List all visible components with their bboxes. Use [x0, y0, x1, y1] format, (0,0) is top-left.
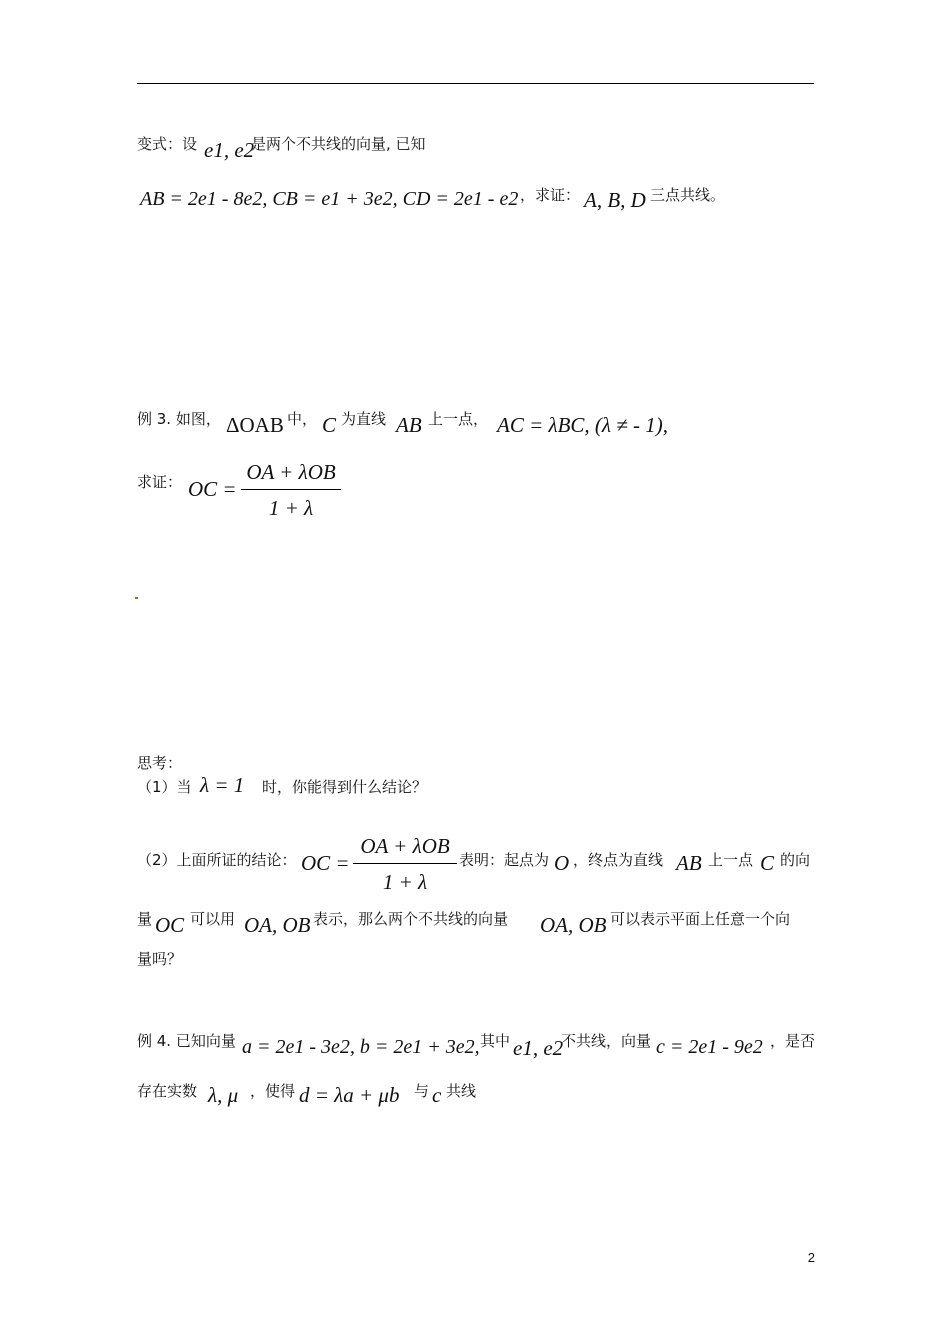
example3-zhong: 中， — [287, 410, 318, 428]
example4-c-formula: c = 2e1 - 9e2 — [656, 1036, 763, 1058]
think-q2-l2-c: 表示，那么两个不共线的向量 — [313, 910, 509, 928]
variant-prove-label: ，求证： — [520, 186, 581, 204]
think-q2-c: C — [760, 851, 775, 875]
example3-lhs: OC = — [188, 477, 237, 501]
example3-numerator: OA + λOB — [241, 460, 341, 490]
example3-triangle: ΔOAB — [226, 413, 284, 437]
stray-mark — [135, 597, 138, 599]
think-q2-oc: OC — [155, 913, 185, 937]
think-q2-denominator: 1 + λ — [382, 870, 428, 894]
example4-c: c — [432, 1083, 442, 1107]
think-q2-l2-b: 可以用 — [190, 910, 236, 928]
example4-l2-a: 存在实数 — [137, 1082, 198, 1100]
example4-formula: a = 2e1 - 3e2, b = 2e1 + 3e2, — [242, 1036, 480, 1058]
variant-label: 变式：设 — [137, 135, 198, 153]
think-q2-lhs: OC = — [301, 851, 350, 875]
variant-e-pair: e1, e2 — [204, 138, 255, 162]
example4-l2-b: ，使得 — [250, 1082, 296, 1100]
example4-text1: 不共线，向量 — [561, 1032, 652, 1050]
think-q1-math — [200, 773, 244, 798]
example3-ab: AB — [396, 413, 422, 437]
example3-fraction — [241, 460, 341, 521]
think-q2-mid2: ，终点为直线 — [573, 851, 664, 869]
think-q2-o: O — [554, 851, 570, 875]
example3-prove: 求证： — [137, 473, 183, 491]
variant-text: 是两个不共线的向量, 已知 — [251, 135, 426, 153]
think-q2-ab: AB — [676, 851, 702, 875]
think-q2-l3: 量吗？ — [137, 950, 183, 968]
think-q2-mid: 表明：起点为 — [459, 851, 550, 869]
think-q2-end: 的向 — [780, 851, 811, 869]
think-q2-mid3: 上一点 — [708, 851, 754, 869]
example4-label: 例 4. 已知向量 — [137, 1032, 236, 1050]
example3-wei: 为直线 — [341, 410, 387, 428]
variant-formula: AB = 2e1 - 8e2, CB = e1 + 3e2, CD = 2e1 - e2 — [140, 188, 519, 210]
example4-d-formula: d = λa + μb — [299, 1083, 400, 1107]
example3-denominator: 1 + λ — [268, 496, 314, 520]
think-q2-l2-a: 量 — [137, 910, 153, 928]
variant-tail: 三点共线。 — [650, 186, 726, 204]
example4-yu: 与 — [414, 1082, 430, 1100]
example4-gongxian: 共线 — [446, 1082, 477, 1100]
think-q2-oaob2: OA, OB — [540, 913, 607, 937]
think-q2-l2-d: 可以表示平面上任意一个向 — [610, 910, 791, 928]
example4-lambda-mu: λ, μ — [208, 1083, 239, 1107]
think-title: 思考： — [137, 754, 183, 772]
think-q2-pre: （2）上面所证的结论： — [137, 851, 297, 869]
think-q1-pre: （1）当 — [137, 778, 192, 796]
think-q1-math-text: λ = 1 — [200, 773, 245, 797]
header-rule — [137, 83, 814, 84]
example3-c: C — [322, 413, 337, 437]
think-q2-oaob: OA, OB — [244, 913, 311, 937]
think-q2-numerator: OA + λOB — [353, 834, 457, 864]
example3-shang: 上一点， — [428, 410, 489, 428]
variant-points: A, B, D — [584, 188, 646, 212]
example3-label: 例 3. 如图， — [137, 410, 221, 428]
example4-shifou: ，是否 — [770, 1032, 816, 1050]
page-number: 2 — [807, 1250, 815, 1265]
think-q2-fraction — [353, 834, 457, 895]
think-q1-post: 时，你能得到什么结论？ — [262, 778, 428, 796]
example3-condition: AC = λBC, (λ ≠ - 1), — [497, 413, 669, 437]
example4-e-pair: e1, e2 — [513, 1036, 564, 1060]
example4-qizhong: 其中 — [480, 1032, 511, 1050]
